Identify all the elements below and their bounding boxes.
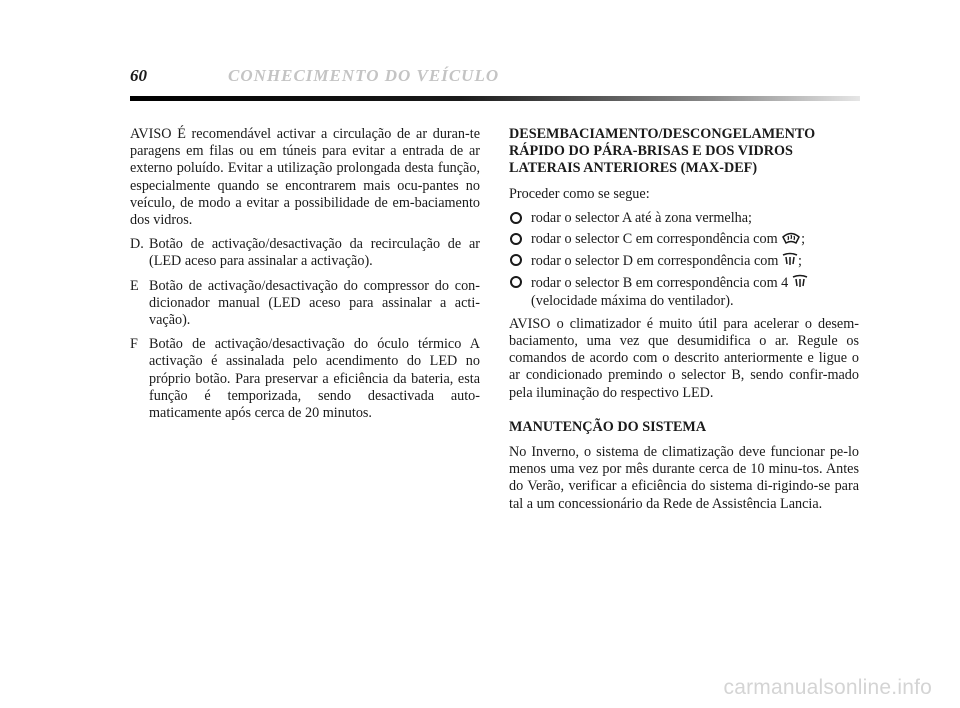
list-item-suffix: (velocidade máxima do ventilador).	[531, 292, 734, 309]
left-column	[130, 126, 480, 429]
item-f-key: F	[130, 336, 138, 353]
list-item-content	[531, 252, 859, 270]
item-d	[130, 236, 480, 270]
airflow-windscreen-icon	[782, 252, 798, 267]
item-f	[130, 336, 480, 422]
watermark: carmanualsonline.info	[723, 676, 932, 699]
section-title-max-def: DESEMBACIAMENTO/DESCONGELAMENTO RÁPIDO DO PÁRA-BRISAS E DOS VIDROS LATERAIS ANTERIORES (MAX-DEF)	[509, 126, 816, 177]
list-item-text: rodar o selector C em correspondência com	[531, 231, 778, 248]
list-item-suffix: ;	[801, 231, 806, 248]
item-d-key: D.	[130, 236, 144, 253]
list-item-text: rodar o selector D em correspondência com	[531, 253, 779, 270]
aviso-climatizador: AVISO o climatizador é muito útil para acelerar o desem-baciamento, uma vez que desumidifica o ar. Regule os comandos de acordo com o descrito anteriormente e ligue o ar condicionado premindo o selector B, sendo confir-mado pela iluminação do respectivo LED.	[509, 315, 859, 401]
section-title-maintenance: MANUTENÇÃO DO SISTEMA	[509, 418, 707, 435]
list-item	[509, 210, 859, 227]
item-d-text: Botão de activação/desactivação da recirculação de ar (LED aceso para assinalar a activação).	[149, 236, 480, 270]
windscreen-defrost-icon	[781, 231, 801, 245]
procedure-list	[509, 210, 859, 310]
running-header: CONHECIMENTO DO VEÍCULO	[228, 66, 500, 85]
list-item	[509, 231, 859, 248]
item-e-key: E	[130, 277, 139, 294]
bullet-circle-icon	[510, 276, 522, 288]
item-e-text: Botão de activação/desactivação do compressor do con-dicionador manual (LED aceso para assinalar a acti-vação).	[149, 277, 480, 329]
bullet-circle-icon	[510, 254, 522, 266]
bullet-circle-icon	[510, 233, 522, 245]
header-rule	[130, 96, 860, 101]
list-item-text: rodar o selector A até à zona vermelha;	[531, 209, 752, 226]
right-column	[509, 126, 859, 520]
list-item-suffix: ;	[797, 253, 802, 270]
aviso-recirculation: AVISO É recomendável activar a circulação de ar duran-te paragens em filas ou em túneis para evitar a entrada de ar externo poluído. Evitar a utilização prolongada desta função, especialmente quando se encontrarem mais ocu-pantes no veículo, de modo a evitar a possibilidade de em-baciamento dos vidros.	[130, 126, 480, 229]
section-spacer	[509, 409, 859, 419]
item-e	[130, 278, 480, 330]
list-item-content	[531, 231, 859, 248]
procedure-intro: Proceder como se segue:	[509, 185, 650, 202]
list-item	[509, 274, 859, 309]
airflow-windscreen-icon	[792, 274, 808, 289]
list-item-text: rodar o selector B em correspondência com 4	[531, 275, 789, 292]
bullet-circle-icon	[510, 212, 522, 224]
maintenance-text: No Inverno, o sistema de climatização deve funcionar pe-lo menos uma vez por mês durante cerca de 10 minu-tos. Antes do Verão, verificar a eficiência do sistema di-rigindo-se para tal a um concessionário da Rede de Assistência Lancia.	[509, 444, 859, 512]
list-item	[509, 252, 859, 270]
page-number: 60	[130, 66, 147, 85]
list-item-content	[531, 274, 859, 309]
item-f-text: Botão de activação/desactivação do óculo térmico A activação é assinalada pelo acendimento do LED no próprio botão. Para preservar a eficiência da bateria, esta função é temporizada, sendo desactivada auto-maticamente após cerca de 20 minutos.	[149, 336, 480, 422]
